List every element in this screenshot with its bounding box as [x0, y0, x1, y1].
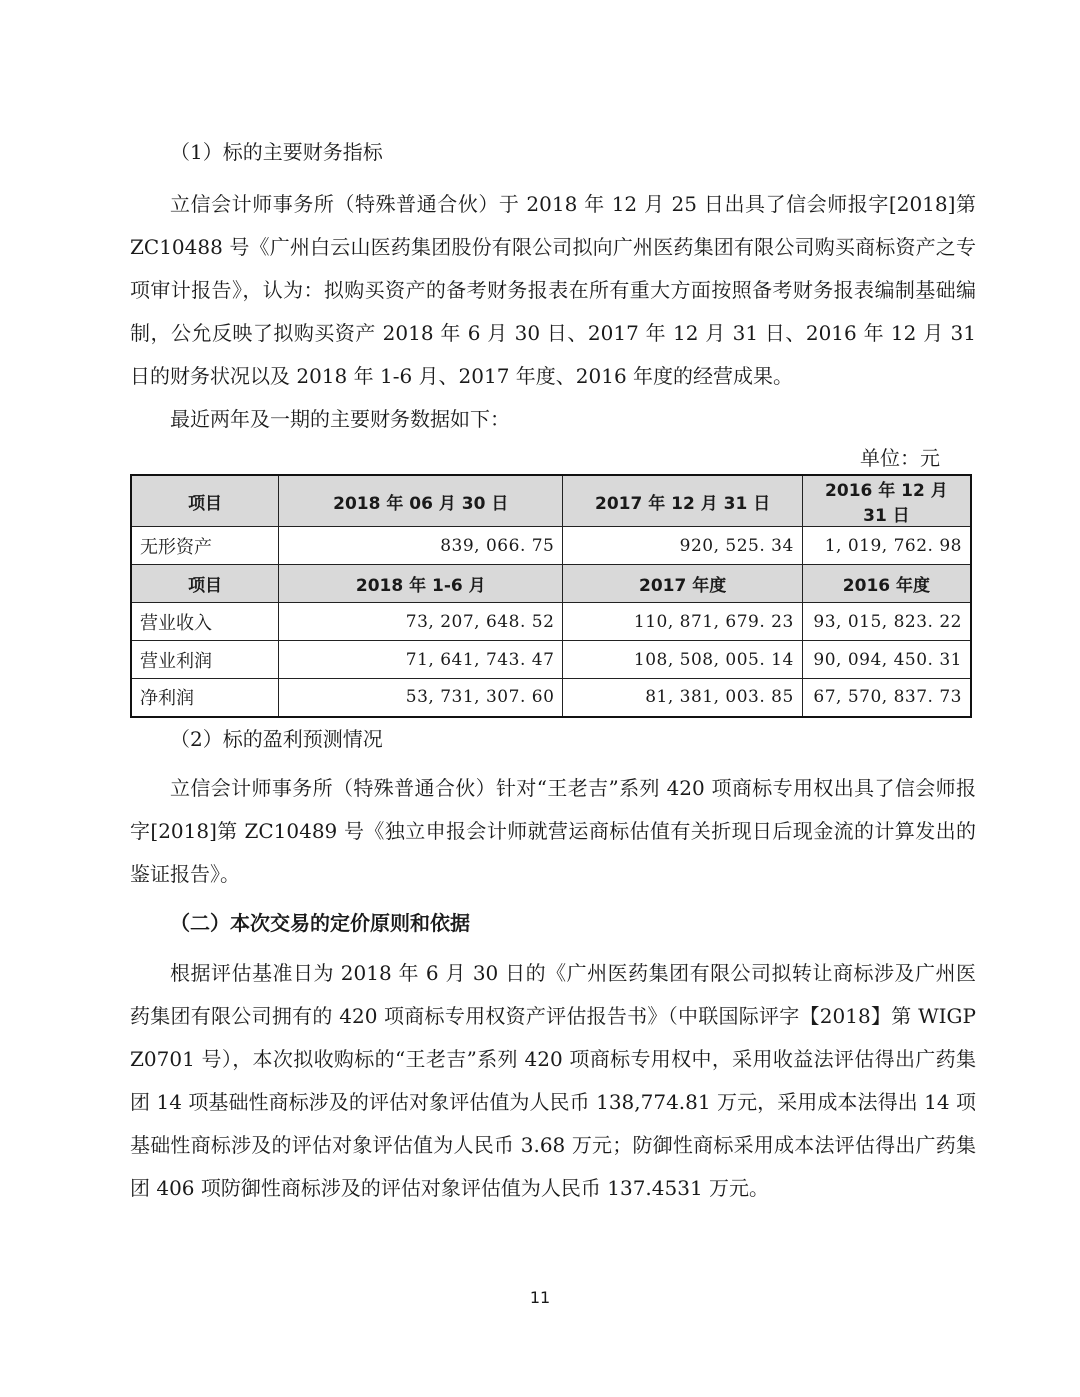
table-header-cell: 2017 年度 [563, 565, 802, 603]
table-cell: 108, 508, 005. 14 [563, 641, 802, 679]
section-heading-pricing-principles: （二）本次交易的定价原则和依据 [170, 911, 470, 935]
table-cell: 81, 381, 003. 85 [563, 679, 802, 717]
table-header-cell: 2016 年 12 月 31 日 [802, 475, 971, 527]
section-heading-profit-forecast: （2）标的盈利预测情况 [170, 727, 383, 751]
table-cell: 839, 066. 75 [279, 527, 563, 565]
paragraph-audit-report: 立信会计师事务所（特殊普通合伙）于 2018 年 12 月 25 日出具了信会师报字[2018]第 ZC10488 号《广州白云山医药集团股份有限公司拟向广州医药集团有限公司购买商标资产之专项审计报告》，认为：拟购买资产的备考财务报表在所有重大方面按照备考财务报表编制基础编制，公允反映了拟购买资产 2018 年 6 月 30 日、2017 年 12 月 31 日、2016 年 12 月 31 日的财务状况以及 2018 年 1-6 月、2017 年度、2016 年度的经营成果。 [130, 192, 976, 388]
table-row [131, 603, 971, 641]
table-row-label: 营业利润 [131, 641, 279, 679]
table-header-cell: 2018 年 06 月 30 日 [279, 475, 563, 527]
table-cell: 90, 094, 450. 31 [802, 641, 971, 679]
table-cell: 1, 019, 762. 98 [802, 527, 971, 565]
table-header-cell: 项目 [131, 475, 279, 527]
table-cell: 71, 641, 743. 47 [279, 641, 563, 679]
table-header-cell: 2018 年 1-6 月 [279, 565, 563, 603]
table-cell: 93, 015, 823. 22 [802, 603, 971, 641]
financial-data-table [130, 474, 972, 718]
table-row-label: 营业收入 [131, 603, 279, 641]
table-row-label: 无形资产 [131, 527, 279, 565]
table-cell: 73, 207, 648. 52 [279, 603, 563, 641]
table-header-cell: 2016 年度 [802, 565, 971, 603]
page-number: 11 [529, 1288, 551, 1307]
table-cell: 110, 871, 679. 23 [563, 603, 802, 641]
table-cell: 920, 525. 34 [563, 527, 802, 565]
table-row [131, 679, 971, 717]
table-cell: 53, 731, 307. 60 [279, 679, 563, 717]
table-header-cell: 2017 年 12 月 31 日 [563, 475, 802, 527]
table-header-cell: 项目 [131, 565, 279, 603]
paragraph-assurance-report: 立信会计师事务所（特殊普通合伙）针对“王老吉”系列 420 项商标专用权出具了信会师报字[2018]第 ZC10489 号《独立申报会计师就营运商标估值有关折现日后现金流的计算发出的鉴证报告》。 [130, 776, 976, 886]
section-heading-financial-indicators: （1）标的主要财务指标 [170, 140, 383, 164]
table-row [131, 641, 971, 679]
paragraph-financial-data-intro: 最近两年及一期的主要财务数据如下： [170, 407, 510, 431]
unit-label: 单位：元 [860, 446, 940, 470]
table-cell: 67, 570, 837. 73 [802, 679, 971, 717]
paragraph-valuation: 根据评估基准日为 2018 年 6 月 30 日的《广州医药集团有限公司拟转让商标涉及广州医药集团有限公司拥有的 420 项商标专用权资产评估报告书》（中联国际评字【2018】第 WIGPZ0701 号），本次拟收购标的“王老吉”系列 420 项商标专用权中，采用收益法评估得出广药集团 14 项基础性商标涉及的评估对象评估值为人民币 138,774.81 万元，采用成本法得出 14 项基础性商标涉及的评估对象评估值为人民币 3.68 万元；防御性商标采用成本法评估得出广药集团 406 项防御性商标涉及的评估对象评估值为人民币 137.4531 万元。 [130, 961, 976, 1200]
table-header-row [131, 565, 971, 603]
table-row-label: 净利润 [131, 679, 279, 717]
table-row [131, 527, 971, 565]
table-header-row [131, 475, 971, 527]
